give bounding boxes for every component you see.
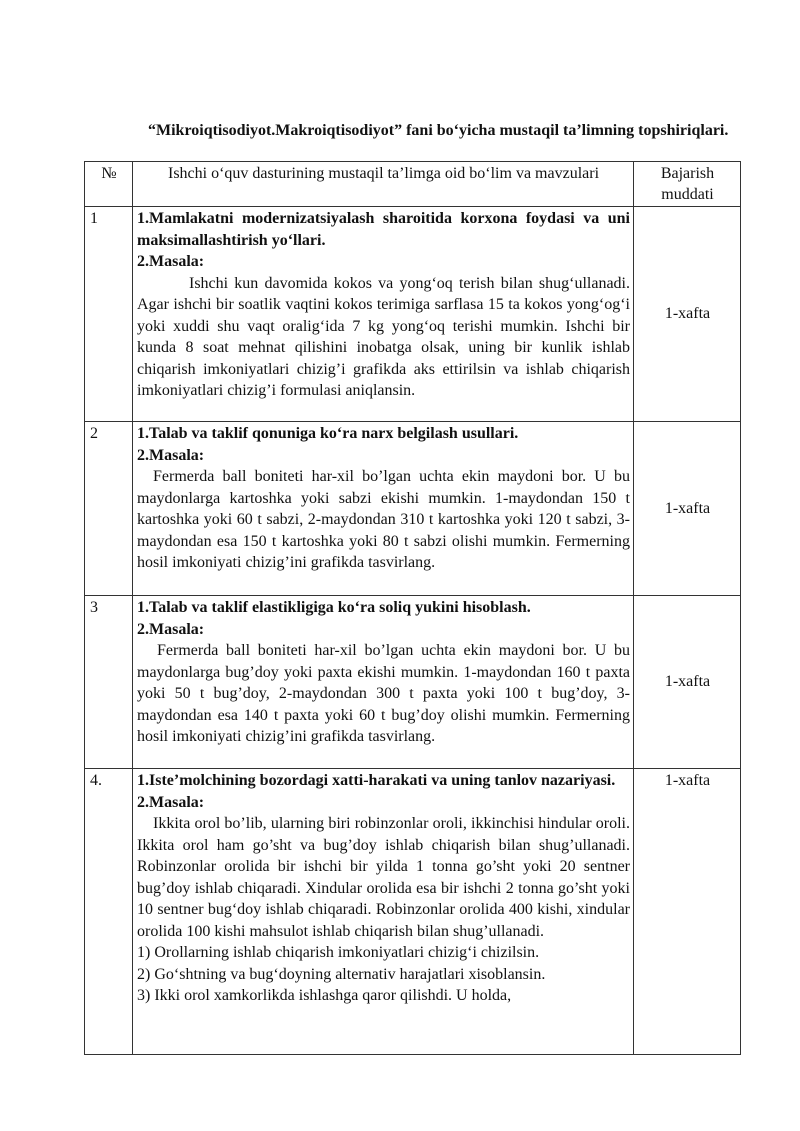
row-topic: 1.Talab va taklif qonuniga ko‘ra narx belgilash usullari. — [137, 425, 519, 442]
row-content — [133, 596, 634, 769]
header-deadline: Bajarish muddati — [634, 162, 741, 207]
row-masala-label: 2.Masala: — [137, 446, 205, 464]
row-masala-label: 2.Masala: — [137, 620, 205, 638]
table-row — [85, 422, 741, 596]
row-topic: 1.Talab va taklif elastikligiga ko‘ra soliq yukini hisoblash. — [137, 599, 531, 616]
row-item: 1) Orollarning ishlab chiqarish imkoniyatlari chizig‘i chizilsin. — [137, 944, 540, 961]
row-number: 2 — [85, 422, 133, 596]
document-title — [95, 120, 735, 142]
row-number: 4. — [85, 769, 133, 1055]
row-content — [133, 769, 634, 1055]
table-row — [85, 596, 741, 769]
row-topic: 1.Mamlakatni modernizatsiyalash sharoitida korxona foydasi va uni maksimallashtirish yo‘llari. — [137, 210, 630, 249]
row-item: 3) Ikki orol xamkorlikda ishlashga qaror qilishdi. U holda, — [137, 987, 512, 1004]
row-content — [133, 422, 634, 596]
document-title-text: “Mikroiqtisodiyot.Makroiqtisodiyot” fani bo‘yicha mustaqil ta’limning topshiriqlari. — [148, 122, 729, 139]
row-item: 2) Go‘shtning va bug‘doyning alternativ harajatlari xisoblansin. — [137, 965, 546, 983]
row-masala-label: 2.Masala: — [137, 793, 205, 811]
row-problem-text: Fermerda ball boniteti har-xil bo’lgan uchta ekin maydoni bor. U bu maydonlarga bug’doy yoki paxta ekishi mumkin. 1-maydondan 160 t paxta yoki 50 t bug’doy, 2-maydondan 300 t paxta yoki 100 t bug’doy, 3-maydondan esa 140 t paxta yoki 60 t bug’doy olishi mumkin. Fermerning hosil imkoniyati chizig’ini grafikda tasvirlang. — [137, 642, 630, 745]
row-deadline: 1-xafta — [634, 596, 741, 769]
row-problem-text: Fermerda ball boniteti har-xil bo’lgan uchta ekin maydoni bor. U bu maydonlarga kartoshka yoki sabzi ekishi mumkin. 1-maydondan 150 t kartoshka yoki 60 t sabzi, 2-maydondan 310 t kartoshka yoki 120 t sabzi, 3-maydondan esa 150 t kartoshka yoki 80 t sabzi olishi mumkin. Fermerning hosil imkoniyati chizig’ini grafikda tasvirlang. — [137, 468, 630, 571]
assignments-table — [84, 161, 741, 1055]
row-masala-label: 2.Masala: — [137, 253, 205, 270]
row-content — [133, 207, 634, 422]
row-problem-text: Ikkita orol bo’lib, ularning biri robinzonlar oroli, ikkinchisi hindular oroli. Ikkita orol ham go’sht va bug’doy ishlab chiqarish bilan shug’ullanadi. Robinzonlar orolida bir ishchi bir yilda 1 tonna go’sht yoki 20 sentner bug’doy ishlab chiqaradi. Xindular orolida esa bir ishchi 2 tonna go’sht yoki 10 sentner bug‘doy ishlab chiqaradi. Robinzonlar orolida 400 kishi, xindular orolida 100 kishi mahsulot ishlab chiqarish bilan shug’ullanadi. — [137, 815, 630, 940]
row-problem-text: Ishchi kun davomida kokos va yong‘oq terish bilan shug‘ullanadi. Agar ishchi bir soatlik vaqtini kokos terimiga sarflasa 15 ta kokos yong‘og‘i yoki xuddi shu vaqt oralig‘ida 7 kg yong‘oq terishi mumkin. Ishchi bir kunda 8 soat mehnat qilishini inobatga olsak, uning bir kunlik ishlab chiqarish imkoniyatlari chizig’i grafikda aks ettirilsin va ishlab chiqarish imkoniyatlari chizig’i formulasi aniqlansin. — [137, 274, 630, 399]
table-row — [85, 769, 741, 1055]
row-number: 1 — [85, 207, 133, 422]
header-topics: Ishchi o‘quv dasturining mustaqil ta’limga oid bo‘lim va mavzulari — [133, 162, 634, 207]
table-row — [85, 207, 741, 422]
row-topic: 1.Iste’molchining bozordagi xatti-harakati va uning tanlov nazariyasi. — [137, 772, 616, 789]
row-deadline: 1-xafta — [634, 769, 741, 1055]
row-deadline: 1-xafta — [634, 207, 741, 422]
table-header-row — [85, 162, 741, 207]
header-number: № — [85, 162, 133, 207]
row-deadline: 1-xafta — [634, 422, 741, 596]
row-number: 3 — [85, 596, 133, 769]
